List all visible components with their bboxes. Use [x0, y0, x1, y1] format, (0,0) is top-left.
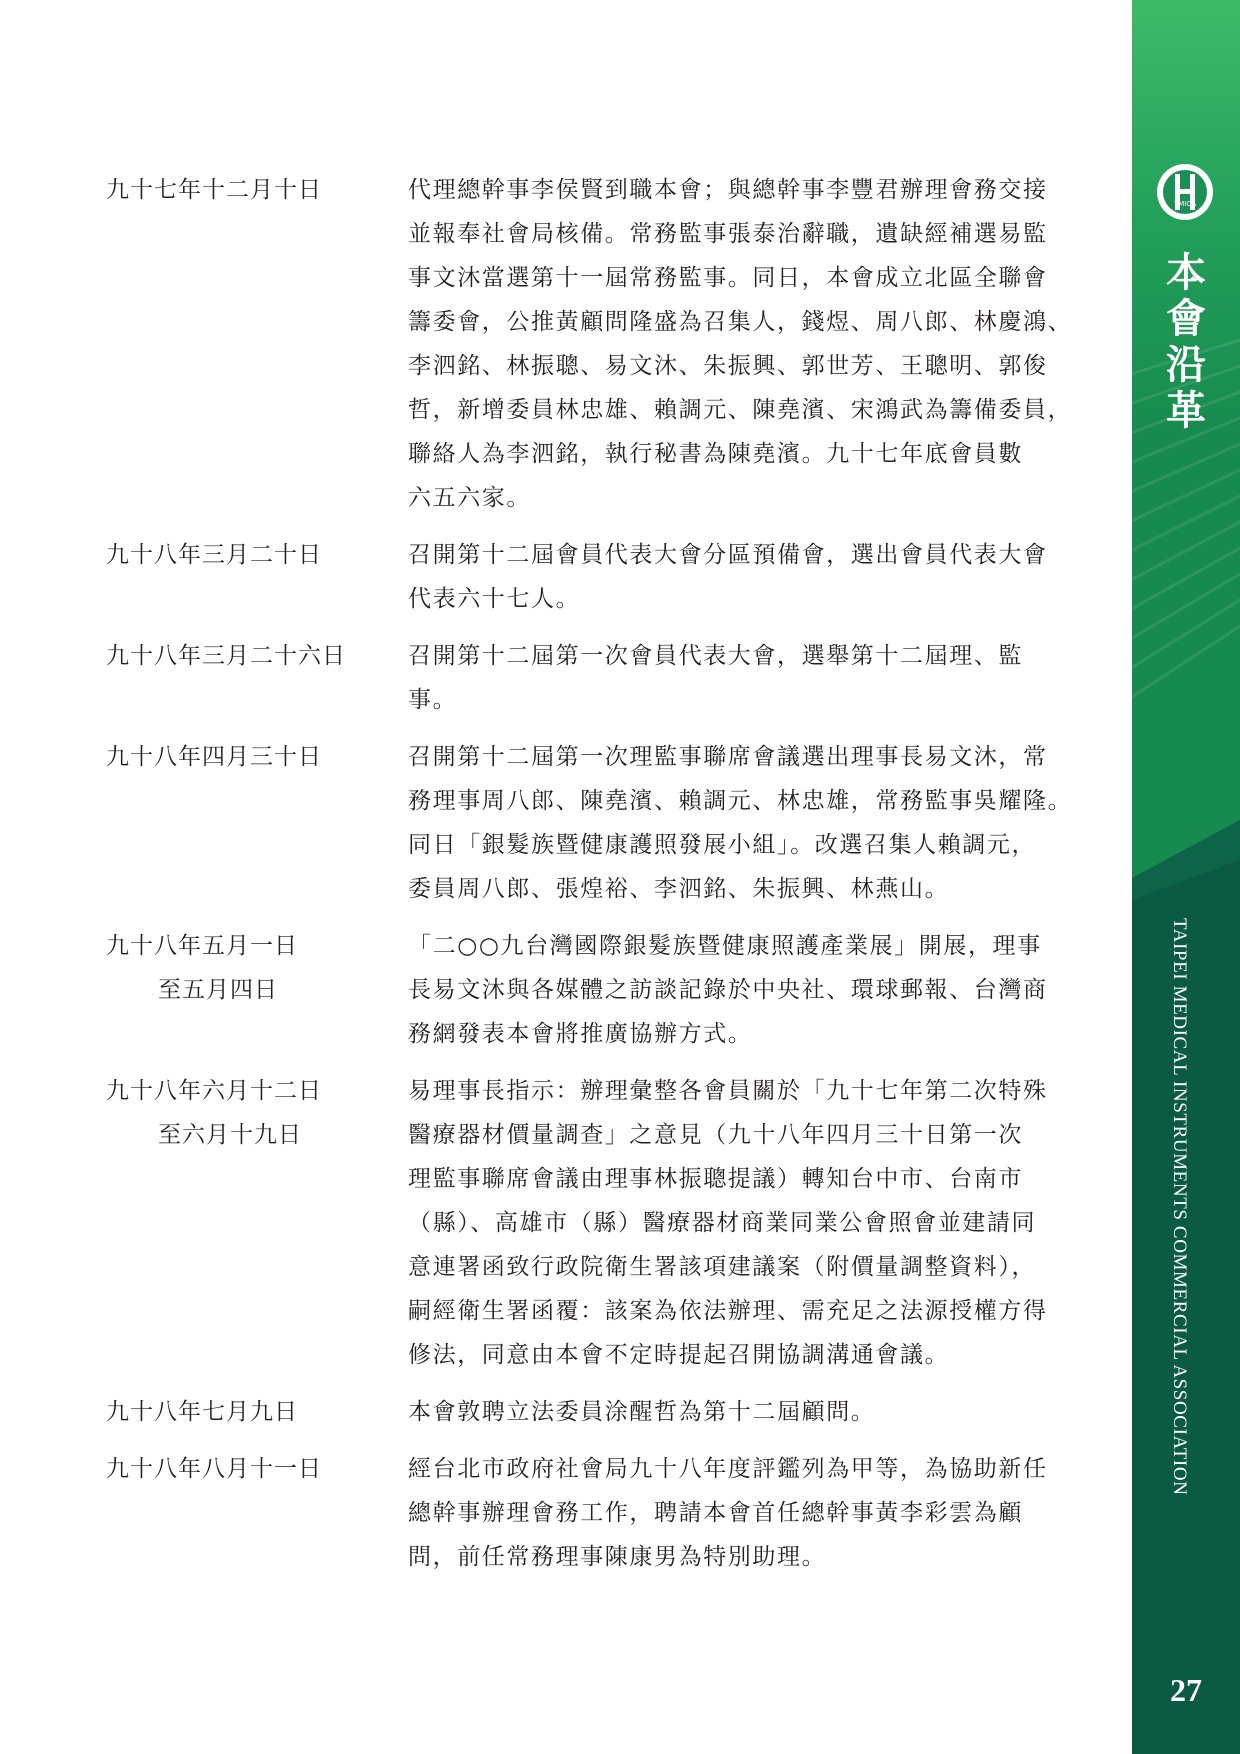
entry-date-main: 九十八年八月十一日	[106, 1456, 322, 1482]
entry-line: 委員周八郎、張煌裕、李泗銘、朱振興、林燕山。	[408, 876, 950, 902]
history-entries	[106, 168, 1076, 1592]
entry-date	[106, 634, 408, 722]
entry-date	[106, 1390, 408, 1434]
entry-date	[106, 735, 408, 911]
entry-line: 務網發表本會將推廣協辦方式。	[408, 1021, 753, 1047]
entry-line: 經台北市政府社會局九十八年度評鑑列為甲等，為協助新任	[408, 1456, 1048, 1482]
entry-date	[106, 168, 408, 520]
entry-line: 籌委會，公推黃顧問隆盛為召集人，錢煜、周八郎、林慶鴻、	[408, 309, 1073, 335]
entry-line: 事文沐當選第十一屆常務監事。同日，本會成立北區全聯會	[408, 265, 1048, 291]
entry-line: 事。	[408, 687, 458, 713]
entry-line: 總幹事辦理會務工作，聘請本會首任總幹事黃李彩雲為顧	[408, 1500, 1023, 1526]
entry-description	[408, 924, 1076, 1056]
entry-line: 務理事周八郎、陳堯濱、賴調元、林忠雄，常務監事吳耀隆。	[408, 788, 1073, 814]
entry-date-main: 九十七年十二月十日	[106, 177, 322, 203]
entry-date-main: 九十八年三月二十六日	[106, 643, 346, 669]
entry-date-main: 九十八年三月二十日	[106, 542, 322, 568]
entry-line: 理監事聯席會議由理事林振聰提議）轉知台中市、台南市	[408, 1166, 1023, 1192]
entry-date-main: 九十八年四月三十日	[106, 744, 322, 770]
entry-line: 長易文沐與各媒體之訪談記錄於中央社、環球郵報、台灣商	[408, 977, 1048, 1003]
history-entry	[106, 168, 1076, 520]
entry-line: （縣）、高雄市（縣）醫療器材商業同業公會照會並建請同	[408, 1210, 1037, 1236]
history-entry	[106, 533, 1076, 621]
entry-date-main: 九十八年七月九日	[106, 1399, 298, 1425]
entry-line: 同日「銀髮族暨健康護照發展小組」。改選召集人賴調元，	[408, 832, 1037, 858]
entry-line: 「二○○九台灣國際銀髮族暨健康照護產業展」開展，理事	[408, 933, 1042, 959]
entry-line: 問，前任常務理事陳康男為特別助理。	[408, 1544, 827, 1570]
entry-description	[408, 533, 1076, 621]
entry-date	[106, 1069, 408, 1377]
logo-text: TMICA	[1173, 200, 1197, 208]
association-english-name: TAIPEI MEDICAL INSTRUMENTS COMMERCIAL ASSOCIATION	[1169, 918, 1190, 1496]
entry-line: 李泗銘、林振聰、易文沐、朱振興、郭世芳、王聰明、郭俊	[408, 353, 1048, 379]
entry-date	[106, 1447, 408, 1579]
entry-line: 嗣經衛生署函覆：該案為依法辦理、需充足之法源授權方得	[408, 1298, 1048, 1324]
logo-h-bar	[1175, 189, 1195, 194]
entry-line: 召開第十二屆第一次理監事聯席會議選出理事長易文沐，常	[408, 744, 1048, 770]
entry-date-range-end: 至六月十九日	[158, 1122, 302, 1148]
history-entry	[106, 1069, 1076, 1377]
entry-date	[106, 924, 408, 1056]
entry-description	[408, 168, 1076, 520]
entry-line: 易理事長指示：辦理彙整各會員關於「九十七年第二次特殊	[408, 1078, 1048, 1104]
entry-date	[106, 533, 408, 621]
entry-date-range-end: 至五月四日	[158, 977, 278, 1003]
entry-line: 聯絡人為李泗銘，執行秘書為陳堯濱。九十七年底會員數	[408, 441, 1023, 467]
entry-date-main: 九十八年五月一日	[106, 933, 298, 959]
entry-description	[408, 1069, 1076, 1377]
entry-description	[408, 735, 1076, 911]
entry-line: 代表六十七人。	[408, 586, 581, 612]
page-number: 27	[1170, 1672, 1202, 1708]
entry-description	[408, 634, 1076, 722]
entry-line: 本會敦聘立法委員涂醒哲為第十二屆顧問。	[408, 1399, 876, 1425]
entry-line: 並報奉社會局核備。常務監事張泰治辭職，遺缺經補選易監	[408, 221, 1048, 247]
entry-line: 召開第十二屆第一次會員代表大會，選舉第十二屆理、監	[408, 643, 1023, 669]
entry-line: 哲，新增委員林忠雄、賴調元、陳堯濱、宋鴻武為籌備委員，	[408, 397, 1073, 423]
history-entry	[106, 735, 1076, 911]
entry-line: 意連署函致行政院衛生署該項建議案（附價量調整資料），	[408, 1254, 1037, 1280]
section-title-char: 會	[1166, 295, 1206, 342]
entry-line: 醫療器材價量調查」之意見（九十八年四月三十日第一次	[408, 1122, 1023, 1148]
entry-line: 六五六家。	[408, 485, 531, 511]
entry-description	[408, 1390, 1076, 1434]
entry-description	[408, 1447, 1076, 1579]
association-logo	[1155, 162, 1215, 222]
entry-line: 代理總幹事李侯賢到職本會；與總幹事李豐君辦理會務交接	[408, 177, 1048, 203]
section-title	[1132, 250, 1240, 434]
history-entry	[106, 1447, 1076, 1579]
history-entry	[106, 1390, 1076, 1434]
history-entry	[106, 924, 1076, 1056]
section-title-char: 沿	[1166, 341, 1206, 388]
section-title-char: 本	[1166, 249, 1206, 296]
entry-line: 修法，同意由本會不定時提起召開協調溝通會議。	[408, 1342, 950, 1368]
entry-line: 召開第十二屆會員代表大會分區預備會，選出會員代表大會	[408, 542, 1048, 568]
section-title-char: 革	[1166, 387, 1206, 434]
entry-date-main: 九十八年六月十二日	[106, 1078, 322, 1104]
history-entry	[106, 634, 1076, 722]
